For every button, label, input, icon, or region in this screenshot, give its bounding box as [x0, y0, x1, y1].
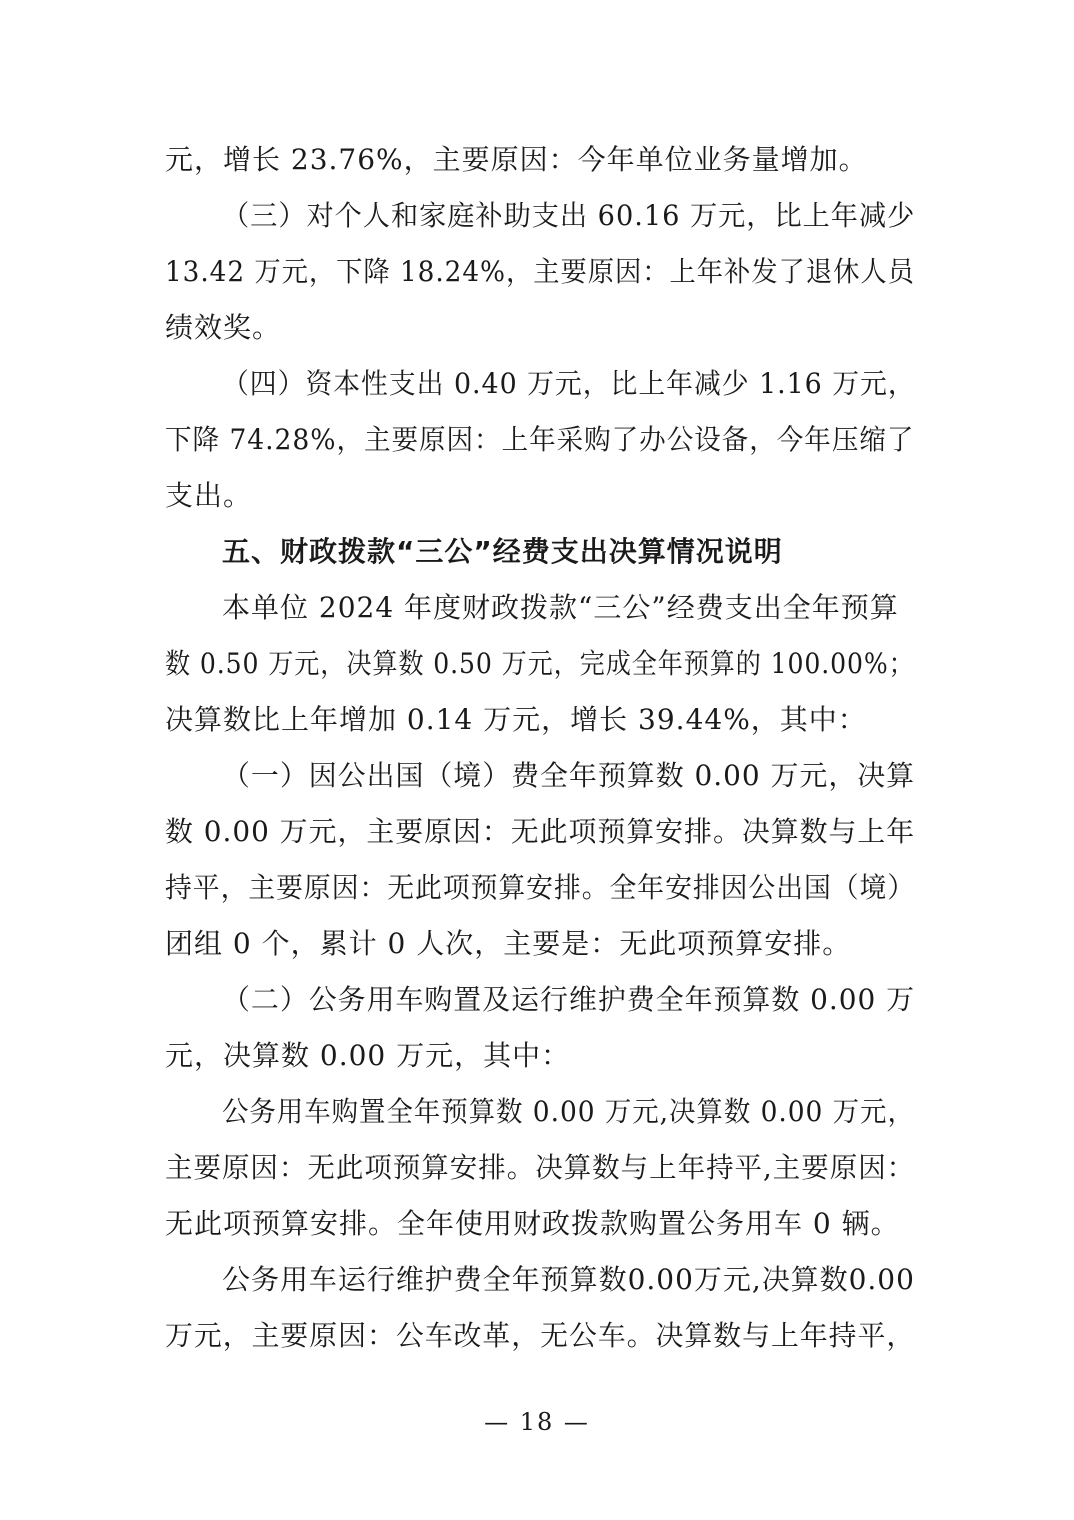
text-line: （一）因公出国（境）费全年预算数 0.00 万元，决算 [222, 759, 916, 792]
text-line: 支出。 [165, 479, 253, 512]
text-line: 绩效奖。 [165, 311, 282, 344]
text-line: （二）公务用车购置及运行维护费全年预算数 0.00 万 [222, 983, 916, 1016]
text-line: 下降 74.28%，主要原因：上年采购了办公设备，今年压缩了 [165, 423, 915, 456]
text-line: （三）对个人和家庭补助支出 60.16 万元，比上年减少 [222, 199, 916, 232]
text-line: 13.42 万元，下降 18.24%，主要原因：上年补发了退休人员 [165, 255, 915, 288]
text-line: 元，决算数 0.00 万元，其中： [165, 1039, 571, 1072]
text-line: 万元，主要原因：公车改革，无公车。决算数与上年持平， [165, 1319, 916, 1352]
section-heading: 五、财政拨款“三公”经费支出决算情况说明 [222, 535, 783, 568]
text-line: 公务用车运行维护费全年预算数0.00万元,决算数0.00 [222, 1263, 915, 1296]
text-line: 无此项预算安排。全年使用财政拨款购置公务用车 0 辆。 [165, 1207, 900, 1240]
text-line: 数 0.00 万元，主要原因：无此项预算安排。决算数与上年 [165, 815, 916, 848]
text-line: 公务用车购置全年预算数 0.00 万元,决算数 0.00 万元， [222, 1095, 915, 1128]
text-line: （四）资本性支出 0.40 万元，比上年减少 1.16 万元， [222, 367, 916, 400]
page-number: — 18 — [484, 1408, 590, 1436]
text-line: 本单位 2024 年度财政拨款“三公”经费支出全年预算 [222, 591, 899, 624]
text-line: 决算数比上年增加 0.14 万元，增长 39.44%，其中： [165, 703, 867, 736]
text-line: 元，增长 23.76%，主要原因：今年单位业务量增加。 [165, 143, 868, 176]
text-line: 主要原因：无此项预算安排。决算数与上年持平,主要原因： [165, 1151, 916, 1184]
text-line: 持平，主要原因：无此项预算安排。全年安排因公出国（境） [165, 871, 916, 904]
text-line: 团组 0 个，累计 0 人次，主要是：无此项预算安排。 [165, 927, 852, 960]
text-line: 数 0.50 万元，决算数 0.50 万元，完成全年预算的 100.00%； [165, 647, 915, 680]
